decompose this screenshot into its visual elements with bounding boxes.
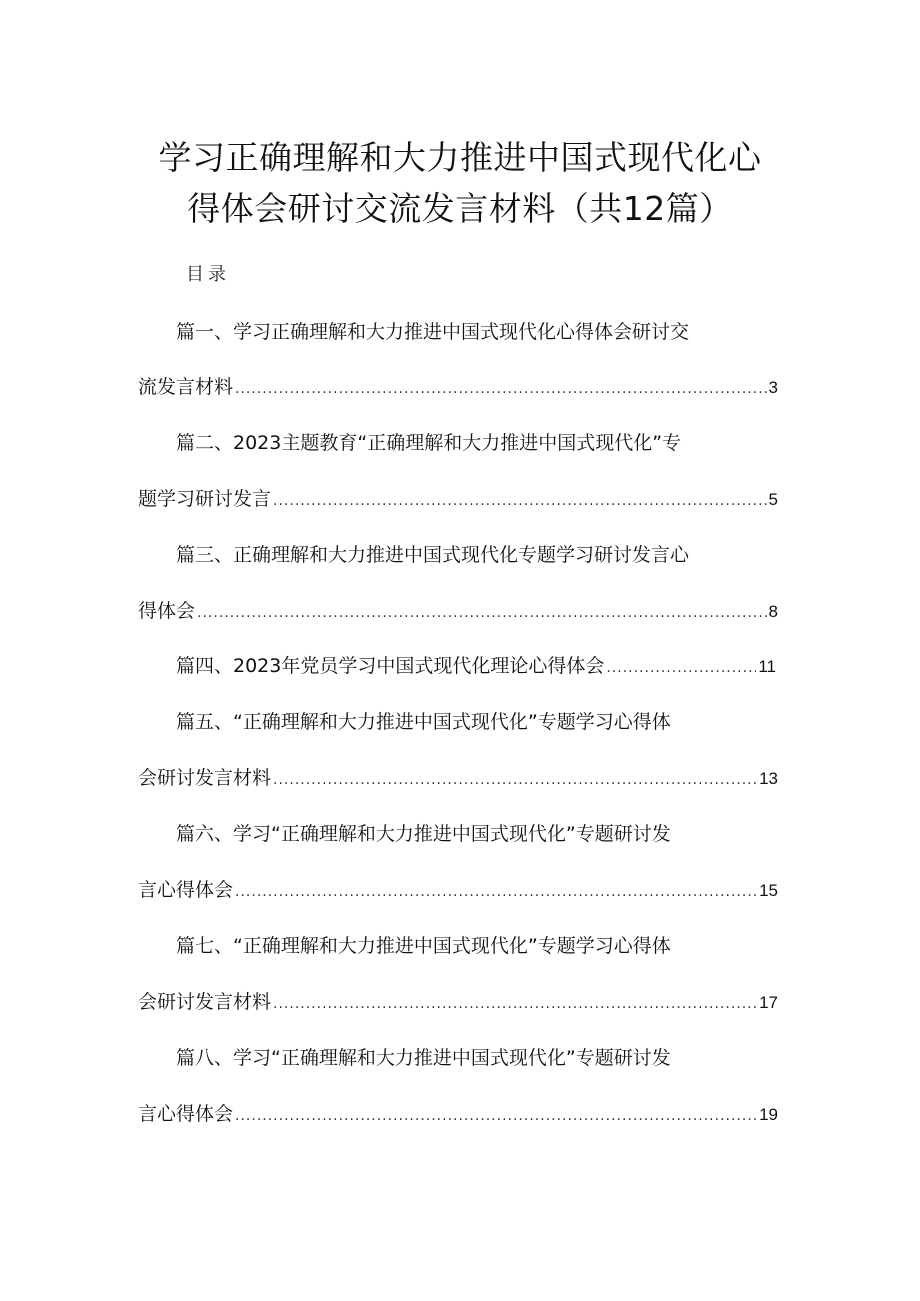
toc-entry-3-line-2[interactable] (138, 597, 778, 627)
toc-leader-dots (235, 1102, 757, 1130)
toc-leader-dots (235, 878, 757, 906)
toc-entry-text: 得体会 (138, 600, 196, 622)
toc-page-number: 8 (768, 602, 778, 621)
toc-page-number: 5 (768, 490, 778, 509)
toc-entry-text: 会研讨发言材料 (138, 991, 272, 1013)
toc-entry-4[interactable] (176, 652, 776, 682)
toc-entry-8-line-1[interactable]: 篇八、学习“正确理解和大力推进中国式现代化”专题研讨发 (176, 1047, 671, 1069)
toc-leader-dots (273, 990, 757, 1018)
toc-entry-2-line-2[interactable] (138, 485, 778, 515)
toc-entry-7-line-1[interactable]: 篇七、“正确理解和大力推进中国式现代化”专题学习心得体 (176, 935, 671, 957)
document-title-line-1: 学习正确理解和大力推进中国式现代化心 (158, 138, 762, 177)
toc-page-number: 19 (759, 1105, 778, 1124)
toc-entry-2-line-1[interactable]: 篇二、2023主题教育“正确理解和大力推进中国式现代化”专 (176, 432, 682, 454)
toc-entry-text: 流发言材料 (138, 376, 234, 398)
toc-entry-8-line-2[interactable] (138, 1100, 778, 1130)
document-title-line-2: 得体会研讨交流发言材料（共12篇） (187, 189, 733, 228)
toc-page-number: 15 (759, 881, 778, 900)
toc-page-number: 13 (759, 769, 778, 788)
toc-entry-6-line-1[interactable]: 篇六、学习“正确理解和大力推进中国式现代化”专题研讨发 (176, 823, 671, 845)
toc-page-number: 11 (758, 657, 776, 676)
toc-entry-5-line-1[interactable]: 篇五、“正确理解和大力推进中国式现代化”专题学习心得体 (176, 711, 671, 733)
toc-entry-3-line-1[interactable]: 篇三、正确理解和大力推进中国式现代化专题学习研讨发言心 (176, 544, 690, 566)
toc-entry-6-line-2[interactable] (138, 876, 778, 906)
toc-entry-text: 题学习研讨发言 (138, 488, 272, 510)
toc-leader-dots (273, 766, 757, 794)
toc-entry-text: 言心得体会 (138, 879, 234, 901)
toc-entry-text: 会研讨发言材料 (138, 767, 272, 789)
toc-leader-dots (606, 654, 756, 682)
toc-page-number: 17 (759, 993, 778, 1012)
toc-entry-text: 言心得体会 (138, 1103, 234, 1125)
toc-leader-dots (197, 599, 767, 627)
toc-entry-5-line-2[interactable] (138, 764, 778, 794)
toc-entry-7-line-2[interactable] (138, 988, 778, 1018)
toc-entry-1-line-2[interactable] (138, 373, 778, 403)
toc-heading: 目录 (186, 264, 230, 285)
toc-entry-1-line-1[interactable]: 篇一、学习正确理解和大力推进中国式现代化心得体会研讨交 (176, 321, 690, 343)
toc-leader-dots (235, 375, 767, 403)
toc-page-number: 3 (768, 378, 778, 397)
toc-entry-text: 篇四、2023年党员学习中国式现代化理论心得体会 (176, 655, 605, 677)
toc-leader-dots (273, 487, 767, 515)
